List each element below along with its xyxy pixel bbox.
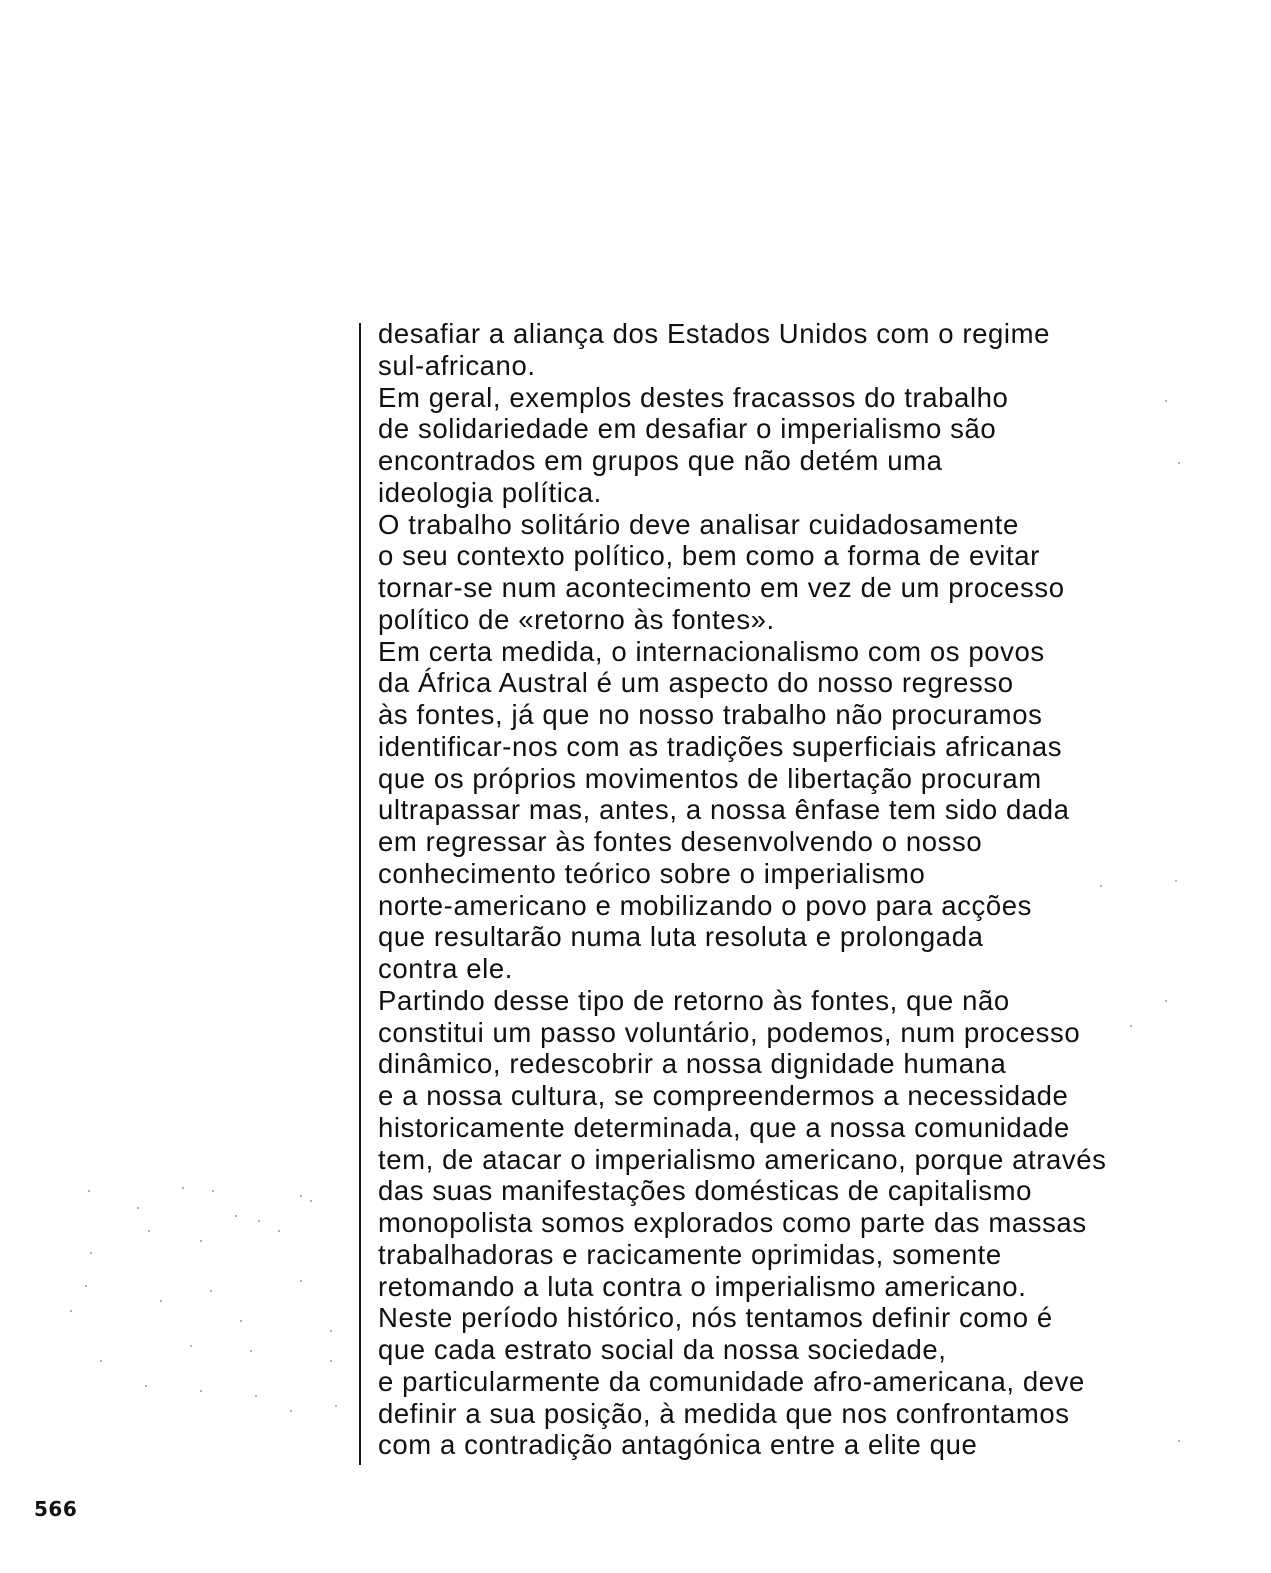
text-line: o seu contexto político, bem como a forma de evitar — [378, 540, 1040, 572]
speck — [335, 1405, 337, 1407]
text-line: constitui um passo voluntário, podemos, num processo — [378, 1016, 1081, 1048]
text-line: conhecimento teórico sobre o imperialismo — [378, 857, 926, 889]
speck — [1165, 1000, 1167, 1002]
text-line: da África Austral é um aspecto do nosso regresso — [378, 667, 1014, 699]
text-line: O trabalho solitário deve analisar cuidadosamente — [378, 508, 1019, 540]
speck — [148, 1230, 150, 1232]
text-line: definir a sua posição, à medida que nos confrontamos — [378, 1397, 1070, 1429]
text-line: retomando a luta contra o imperialismo americano. — [378, 1270, 1027, 1302]
text-line: Neste período histórico, nós tentamos definir como é — [378, 1302, 1053, 1334]
text-line: em regressar às fontes desenvolvendo o nosso — [378, 826, 983, 857]
speck — [1100, 885, 1102, 887]
speck — [137, 1207, 139, 1209]
speck — [85, 1285, 87, 1287]
speck — [1165, 400, 1167, 402]
speck — [330, 1330, 332, 1332]
body-text — [378, 318, 1218, 1461]
speck — [300, 1280, 302, 1282]
text-line: trabalhadoras e racicamente oprimidas, somente — [378, 1238, 1002, 1270]
column-rule — [359, 323, 361, 1465]
text-line: identificar-nos com as tradições superficiais africanas — [378, 730, 1063, 762]
speck — [310, 1200, 312, 1202]
speck — [290, 1410, 292, 1412]
speck — [235, 1215, 237, 1217]
text-line: que cada estrato social da nossa sociedade, — [378, 1334, 947, 1365]
page-number: 566 — [34, 1497, 78, 1521]
speck — [1178, 462, 1180, 464]
text-line: e a nossa cultura, se compreendermos a necessidade — [378, 1080, 1069, 1111]
speck — [300, 1195, 302, 1197]
text-line: Em certa medida, o internacionalismo com os povos — [378, 635, 1045, 667]
speck — [145, 1385, 147, 1387]
speck — [212, 1190, 214, 1192]
speck — [160, 1300, 162, 1302]
speck — [258, 1220, 260, 1222]
speck — [190, 1345, 192, 1347]
speck — [1175, 880, 1177, 882]
speck — [200, 1240, 202, 1242]
speck — [90, 1252, 92, 1254]
speck — [1178, 1440, 1180, 1442]
text-line: das suas manifestações domésticas de capitalismo — [378, 1175, 1032, 1207]
text-line: Partindo desse tipo de retorno às fontes, que não — [378, 984, 1010, 1016]
text-line: que os próprios movimentos de libertação procuram — [378, 762, 1042, 794]
speck — [100, 1360, 102, 1362]
speck — [240, 1320, 242, 1322]
speck — [182, 1187, 184, 1189]
text-line: de solidariedade em desafiar o imperialismo são — [378, 413, 997, 445]
speck — [200, 1390, 202, 1392]
text-line: contra ele. — [378, 953, 514, 984]
text-line: e particularmente da comunidade afro-americana, deve — [378, 1365, 1085, 1397]
text-line: tem, de atacar o imperialismo americano, porque através — [378, 1143, 1107, 1175]
text-line: ideologia política. — [378, 476, 602, 508]
text-line: norte-americano e mobilizando o povo para acções — [378, 889, 1033, 921]
speck — [250, 1350, 252, 1352]
speck — [70, 1310, 72, 1312]
speck — [210, 1290, 212, 1292]
text-line: político de «retorno às fontes». — [378, 603, 775, 635]
text-line: monopolista somos explorados como parte das massas — [378, 1207, 1087, 1238]
text-line: tornar-se num acontecimento em vez de um processo — [378, 572, 1065, 603]
text-line: ultrapassar mas, antes, a nossa ênfase tem sido dada — [378, 794, 1070, 826]
text-line: com a contradição antagónica entre a elite que — [378, 1429, 978, 1461]
speck — [88, 1190, 90, 1192]
speck — [330, 1360, 332, 1362]
speck — [278, 1230, 280, 1232]
text-line: historicamente determinada, que a nossa comunidade — [378, 1111, 1070, 1143]
text-line: encontrados em grupos que não detém uma — [378, 445, 943, 476]
text-line: sul-africano. — [378, 349, 536, 381]
text-line: dinâmico, redescobrir a nossa dignidade humana — [378, 1048, 1007, 1080]
speck — [1130, 1025, 1132, 1027]
speck — [255, 1395, 257, 1397]
text-line: que resultarão numa luta resoluta e prolongada — [378, 921, 984, 953]
text-line: desafiar a aliança dos Estados Unidos com o regime — [378, 318, 1051, 349]
text-line: às fontes, já que no nosso trabalho não procuramos — [378, 699, 1043, 730]
text-line: Em geral, exemplos destes fracassos do trabalho — [378, 381, 1009, 413]
